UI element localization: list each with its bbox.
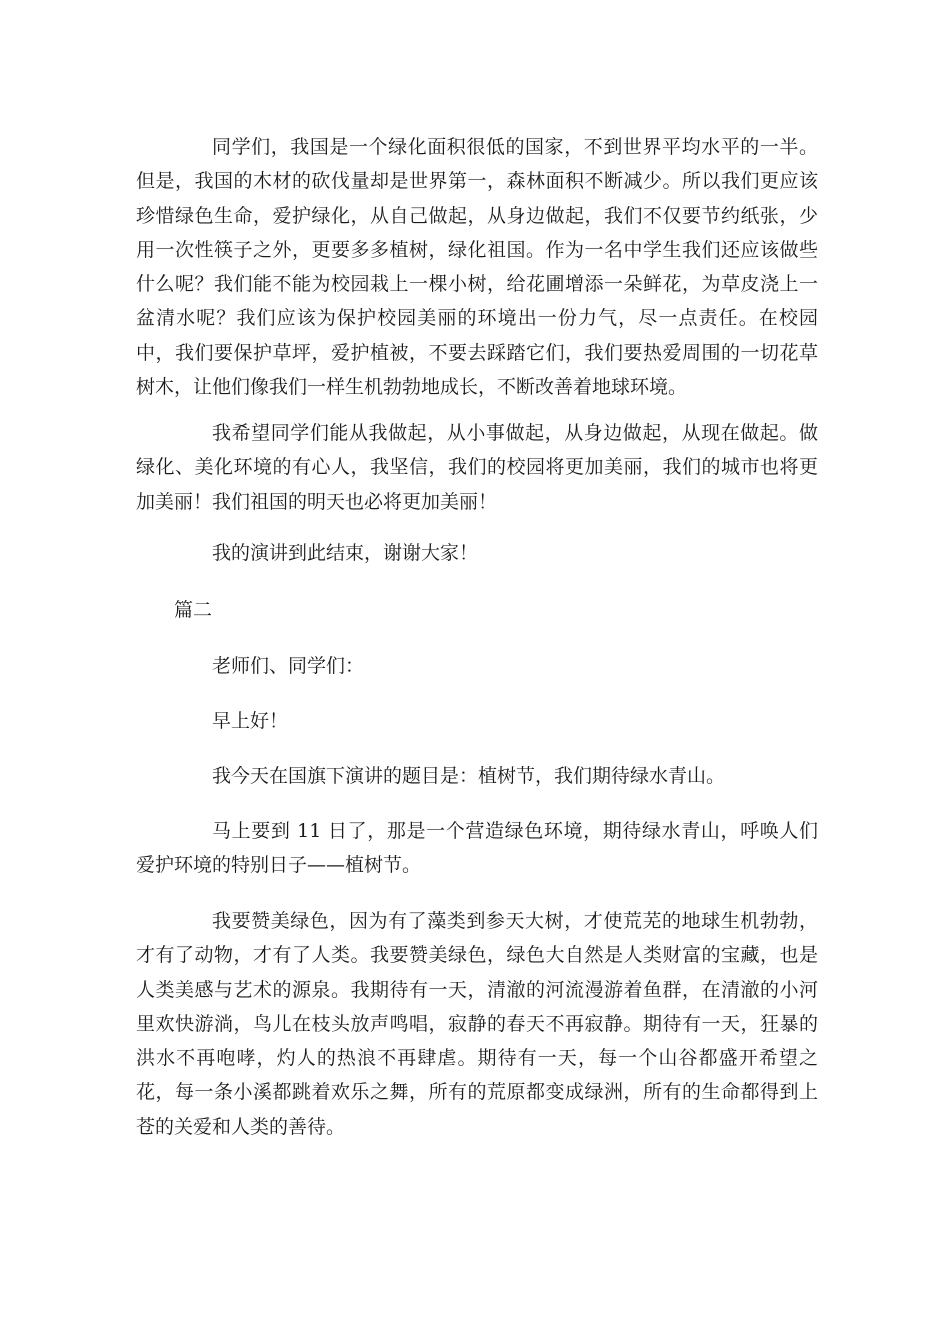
paragraph-greeting: 早上好！ bbox=[212, 710, 289, 732]
paragraph-arbor-day: 马上要到 11 日了，那是一个营造绿色环境，期待绿水青山，呼唤人们爱护环境的特别日子——植树节。 bbox=[136, 820, 818, 877]
paragraph-praise-green: 我要赞美绿色，因为有了藻类到参天大树，才使荒芜的地球生机勃勃，才有了动物，才有了人类。我要赞美绿色，绿色大自然是人类财富的宝藏，也是人类美感与艺术的源泉。我期待有一天，清澈的河流漫游着鱼群，在清澈的小河里欢快游淌，鸟儿在枝头放声鸣唱，寂静的春天不再寂静。期待有一天，狂暴的洪水不再咆哮，灼人的热浪不再肆虐。期待有一天，每一个山谷都盛开希望之花，每一条小溪都跳着欢乐之舞，所有的荒原都变成绿洲，所有的生命都得到上苍的关爱和人类的善待。 bbox=[136, 910, 818, 1138]
paragraph-green-life: 同学们，我国是一个绿化面积很低的国家，不到世界平均水平的一半。但是，我国的木材的砍伐量却是世界第一，森林面积不断减少。所以我们更应该珍惜绿色生命，爱护绿化，从自己做起，从身边做起，我们不仅要节约纸张，少用一次性筷子之外，更要多多植树，绿化祖国。作为一名中学生我们还应该做些什么呢？我们能不能为校园栽上一棵小树，给花圃增添一朵鲜花，为草皮浇上一盆清水呢？我们应该为保护校园美丽的环境出一份力气，尽一点责任。在校园中，我们要保护草坪，爱护植被，不要去踩踏它们，我们要热爱周围的一切花草树木，让他们像我们一样生机勃勃地成长，不断改善着地球环境。 bbox=[136, 136, 818, 399]
paragraph-hope: 我希望同学们能从我做起，从小事做起，从身边做起，从现在做起。做绿化、美化环境的有心人，我坚信，我们的校园将更加美丽，我们的城市也将更加美丽！我们祖国的明天也必将更加美丽！ bbox=[136, 422, 818, 513]
paragraph-closing: 我的演讲到此结束，谢谢大家！ bbox=[212, 542, 479, 564]
section-heading: 篇二 bbox=[174, 599, 213, 621]
paragraph-title: 我今天在国旗下演讲的题目是：植树节，我们期待绿水青山。 bbox=[212, 765, 726, 787]
paragraph-salutation: 老师们、同学们： bbox=[212, 655, 365, 677]
